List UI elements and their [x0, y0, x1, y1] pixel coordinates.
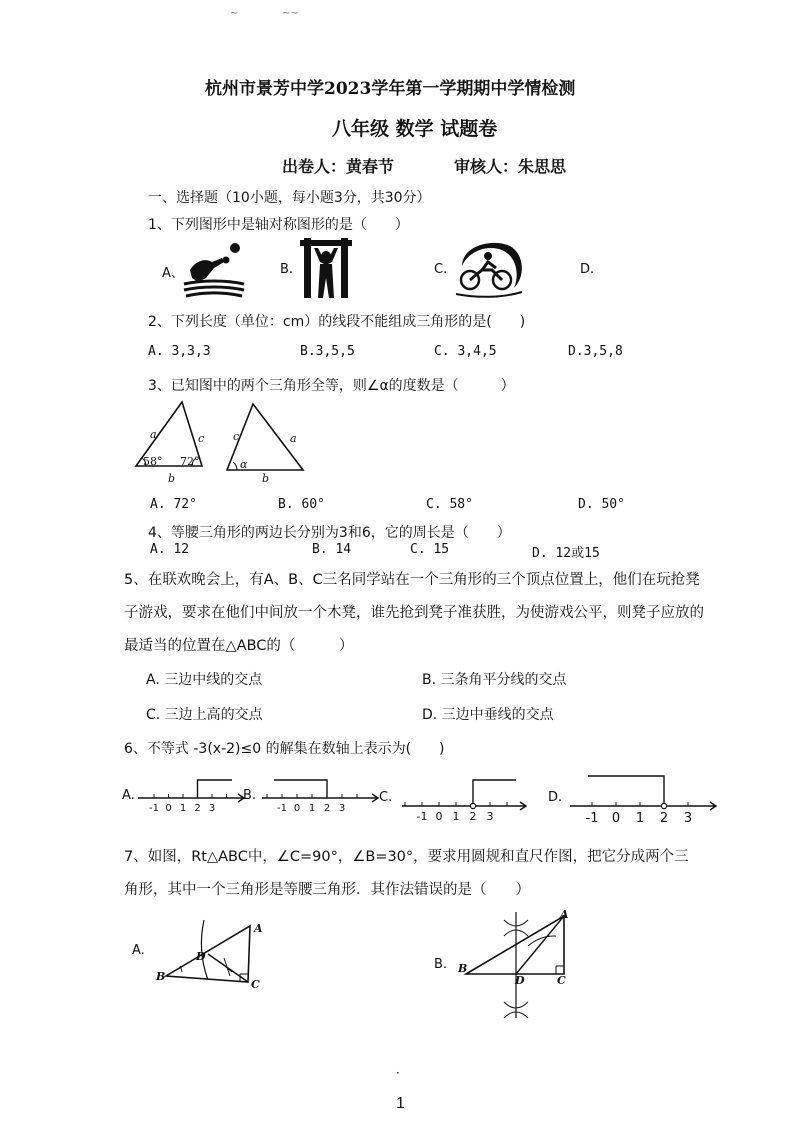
- q3-right-alpha: α: [240, 458, 248, 471]
- tick-label: 3: [486, 810, 494, 823]
- tick-label: 2: [659, 811, 669, 826]
- tick-label: -1: [416, 810, 428, 823]
- q1-option-d: D.: [580, 262, 595, 277]
- q6-option-c: C.: [379, 790, 393, 805]
- footer-dot: ·: [396, 1066, 400, 1080]
- tick-label: 2: [469, 810, 477, 823]
- q6-stem: 6、不等式 -3(x-2)≤0 的解集在数轴上表示为( ): [124, 741, 445, 757]
- q3-option-d: D. 50°: [578, 497, 625, 512]
- tick-label: 3: [208, 803, 216, 814]
- q7b-label-d: D: [515, 974, 525, 987]
- q7b-label-c: C: [557, 974, 566, 987]
- q3-left-label-c: c: [198, 432, 205, 445]
- number-line-a: [138, 770, 248, 820]
- q3-triangle-right: [225, 398, 315, 488]
- q4-option-b: B. 14: [312, 542, 352, 557]
- tick-label: 3: [338, 803, 346, 814]
- q4-stem: 4、等腰三角形的两边长分别为3和6，它的周长是（ ）: [148, 525, 511, 541]
- tick-label: 0: [435, 810, 443, 823]
- q2-option-d: D.3,5,8: [568, 344, 623, 359]
- q7a-label-c: C: [251, 978, 260, 991]
- open-point: [470, 803, 475, 808]
- q6-option-b: B.: [243, 788, 257, 803]
- q5-line-1: 5、在联欢晚会上，有A、B、C三名同学站在一个三角形的三个顶点位置上，他们在玩抢凳: [124, 572, 700, 588]
- q3-option-c: C. 58°: [426, 497, 473, 512]
- paper-title: 八年级 数学 试题卷: [332, 118, 498, 140]
- tick-label: 1: [179, 803, 187, 814]
- solution-ray: [588, 776, 664, 806]
- tick-label: -1: [149, 803, 159, 814]
- tick-label: 2: [194, 803, 201, 814]
- q3-left-label-a: a: [150, 428, 157, 441]
- tick-label: 1: [452, 810, 460, 823]
- school-title: 杭州市景芳中学2023学年第一学期期中学情检测: [205, 79, 576, 99]
- q3-left-angle-58: 58°: [143, 455, 163, 468]
- q4-option-c: C. 15: [410, 542, 450, 557]
- number-line-d: [570, 770, 720, 825]
- q5-option-c: C. 三边上高的交点: [146, 707, 263, 723]
- open-point: [661, 803, 666, 808]
- q4-option-a: A. 12: [150, 542, 190, 557]
- tick-label: 1: [308, 803, 316, 814]
- cyclist-icon: [452, 236, 526, 300]
- q1-option-c: C.: [434, 262, 448, 277]
- tick-label: 0: [165, 803, 172, 814]
- number-line-c: [402, 770, 530, 823]
- q5-option-a: A. 三边中线的交点: [146, 672, 263, 688]
- q1-stem: 1、下列图形中是轴对称图形的是（ ）: [148, 217, 409, 233]
- q4-option-d: D. 12或15: [532, 546, 600, 561]
- reviewer: 审核人：朱思思: [454, 157, 567, 176]
- q3-right-label-a: a: [290, 432, 297, 445]
- q5-option-b: B. 三条角平分线的交点: [422, 672, 567, 688]
- q3-right-label-b: b: [262, 472, 270, 485]
- q1-option-b: B.: [280, 262, 294, 277]
- q7b-label-a: A: [560, 908, 569, 921]
- q5-option-d: D. 三边中垂线的交点: [422, 707, 554, 723]
- q7-line-2: 角形，其中一个三角形是等腰三角形．其作法错误的是（ ）: [124, 882, 530, 898]
- q3-left-angle-72: 72°: [180, 455, 200, 468]
- scan-mark: ~~: [282, 8, 299, 19]
- q2-option-a: A. 3,3,3: [148, 344, 211, 359]
- tick-label: 2: [323, 803, 331, 814]
- q3-stem: 3、已知图中的两个三角形全等，则∠α的度数是（ ）: [148, 378, 515, 394]
- q7b-label-b: B: [458, 962, 468, 975]
- q5-line-2: 子游戏，要求在他们中间放一个木凳，谁先抢到凳子准获胜，为使游戏公平，则凳子应放的: [124, 605, 704, 621]
- number-line-b: [262, 770, 382, 820]
- q2-option-c: C. 3,4,5: [434, 344, 497, 359]
- q2-stem: 2、下列长度（单位：cm）的线段不能组成三角形的是( ): [148, 314, 526, 330]
- tick-label: 0: [611, 811, 621, 826]
- tick-label: 1: [635, 811, 645, 826]
- q7a-label-a: A: [254, 922, 263, 935]
- q3-option-b: B. 60°: [278, 497, 325, 512]
- tick-label: -1: [277, 803, 287, 814]
- volleyball-player-icon: [182, 238, 248, 300]
- q7-option-b: B.: [434, 957, 448, 972]
- q1-option-a: A、: [162, 266, 184, 281]
- weightlifter-icon: [300, 238, 352, 300]
- q5-line-3: 最适当的位置在△ABC的（ ）: [124, 638, 354, 654]
- page-number: 1: [396, 1095, 405, 1112]
- q3-left-label-b: b: [168, 472, 176, 485]
- solution-ray: [473, 780, 516, 806]
- tick-label: 3: [683, 811, 693, 826]
- author: 出卷人：黄春节: [282, 157, 395, 176]
- q7a-label-d: D: [196, 950, 206, 963]
- q2-option-b: B.3,5,5: [300, 344, 355, 359]
- section-heading: 一、选择题（10小题，每小题3分，共30分）: [148, 190, 431, 206]
- q3-right-label-c: c: [233, 430, 240, 443]
- q7-option-a: A.: [132, 943, 145, 958]
- q7a-label-b: B: [156, 970, 166, 983]
- q6-option-d: D.: [548, 790, 563, 805]
- q7-figure-b: [456, 906, 576, 1022]
- q6-option-a: A.: [122, 788, 135, 803]
- q7-line-1: 7、如图，Rt△ABC中，∠C=90°，∠B=30°，要求用圆规和直尺作图，把它分成两个三: [124, 849, 689, 865]
- scan-mark: ~: [230, 8, 239, 19]
- tick-label: 0: [293, 803, 301, 814]
- tick-label: -1: [585, 811, 599, 826]
- q3-option-a: A. 72°: [150, 497, 197, 512]
